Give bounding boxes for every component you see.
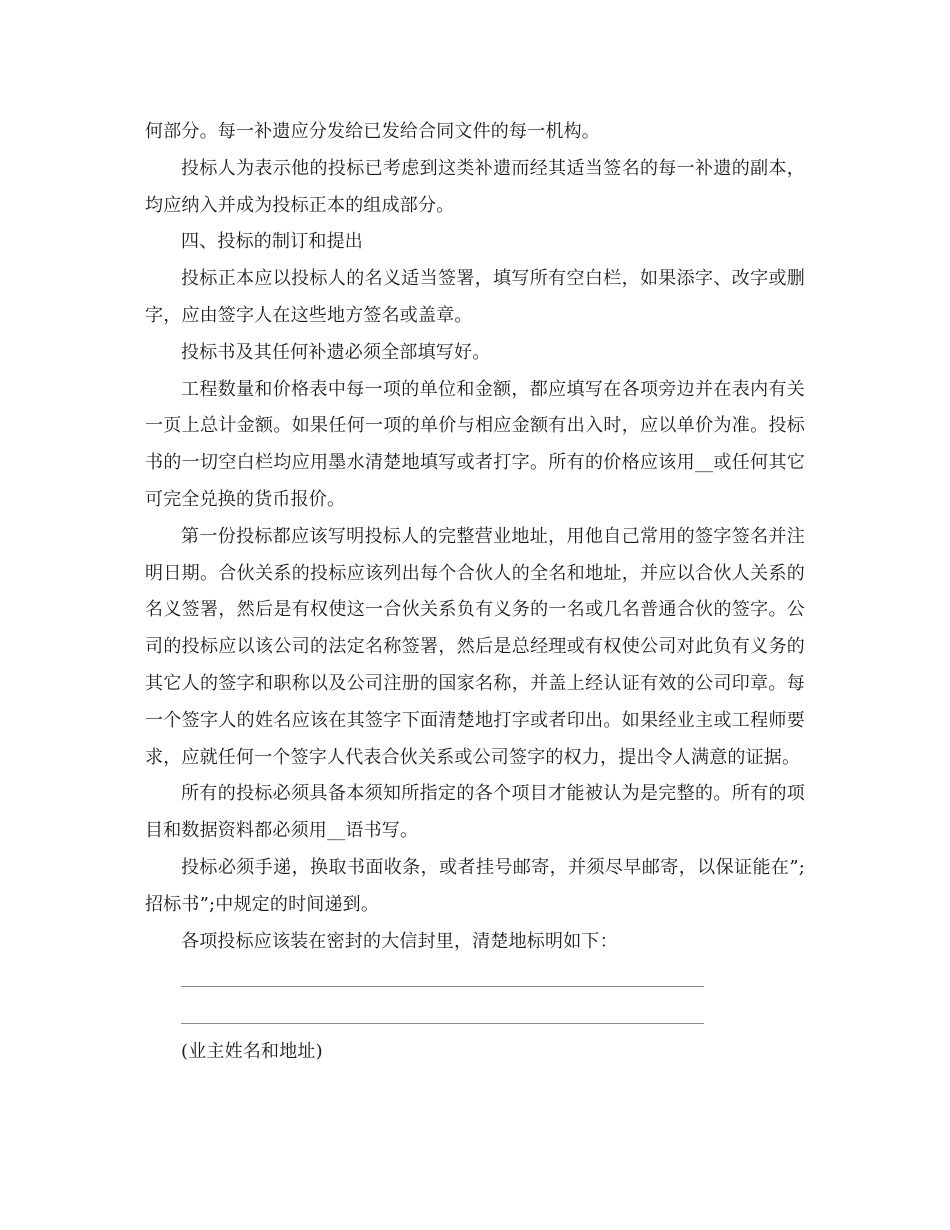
underline-rule [181, 1023, 704, 1024]
paragraph-continuation: 何部分。每一补遗应分发给已发给合同文件的每一机构。 [145, 121, 600, 142]
address-caption: (业主姓名和地址) [181, 1040, 323, 1062]
paragraph-bidder-address: 第一份投标都应该写明投标人的完整营业地址，用他自己常用的签字签名并注明日期。合伙关系的投标应该列出每个合伙人的全名和地址，并应以合伙人关系的名义签署，然后是有权使这一合伙关系负有义务的一名或几名普通合伙的签字。公司的投标应以该公司的法定名称签署，然后是总经理或有权使公司对此负有义务的其它人的签字和职称以及公司注册的国家名称，并盖上经认证有效的公司印章。每一个签字人的姓名应该在其签字下面清楚地打字或者印出。如果经业主或工程师要求，应就任何一个签字人代表合伙关系或公司签字的权力，提出令人满意的证据。 [145, 525, 805, 768]
paragraph-completeness: 所有的投标必须具备本须知所指定的各个项目才能被认为是完整的。所有的项目和数据资料都必须用__语书写。 [145, 783, 805, 842]
paragraph-addendum-signature: 投标人为表示他的投标已考虑到这类补遗而经其适当签名的每一补遗的副本，均应纳入并成为投标正本的组成部分。 [145, 157, 805, 216]
address-blank-line-1 [145, 960, 805, 997]
address-blank-line-2 [145, 997, 805, 1034]
document-body [145, 114, 805, 1071]
paragraph-fill-all: 投标书及其任何补遗必须全部填写好。 [181, 341, 491, 363]
underline-rule [181, 986, 704, 987]
section-heading-bid-preparation: 四、投标的制订和提出 [181, 231, 363, 253]
paragraph-delivery: 投标必须手递，换取书面收条，或者挂号邮寄，并须尽早邮寄，以保证能在”;招标书”;中规定的时间递到。 [145, 856, 805, 915]
paragraph-price-table: 工程数量和价格表中每一项的单位和金额，都应填写在各项旁边并在表内有关一页上总计金额。如果任何一项的单价与相应金额有出入时，应以单价为准。投标书的一切空白栏均应用墨水清楚地填写或者打字。所有的价格应该用__或任何其它可完全兑换的货币报价。 [145, 378, 805, 510]
paragraph-envelope-marking: 各项投标应该装在密封的大信封里，清楚地标明如下： [181, 930, 618, 952]
paragraph-original-signing: 投标正本应以投标人的名义适当签署，填写所有空白栏，如果添字、改字或删字，应由签字人在这些地方签名或盖章。 [145, 268, 805, 326]
